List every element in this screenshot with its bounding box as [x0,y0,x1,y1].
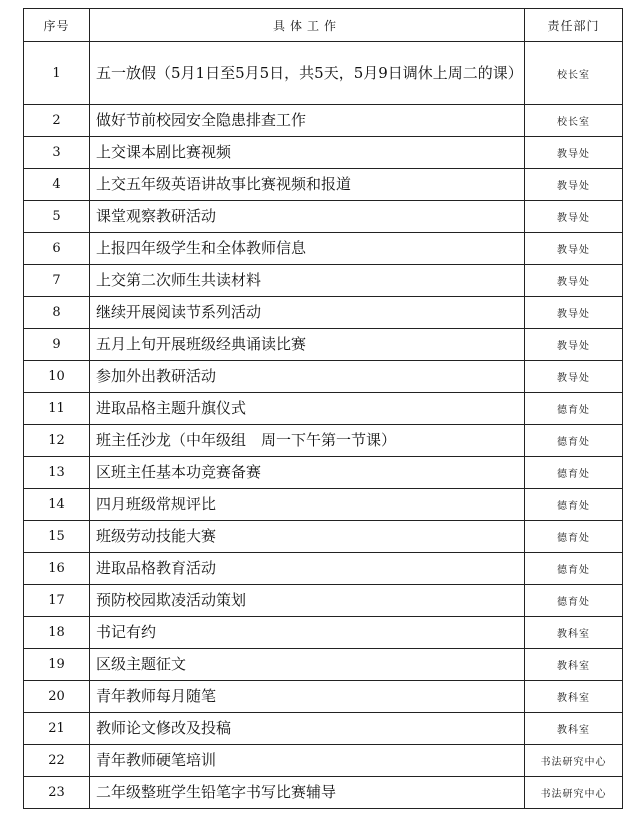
table-body [24,42,623,809]
row-task: 五一放假（5月1日至5月5日，共5天，5月9日调休上周二的课） [90,42,525,105]
table-row [24,777,623,809]
row-number: 5 [24,201,90,233]
row-number: 23 [24,777,90,809]
row-number: 4 [24,169,90,201]
row-department: 德育处 [525,553,623,585]
table-row [24,489,623,521]
row-task: 参加外出教研活动 [90,361,525,393]
row-task: 做好节前校园安全隐患排查工作 [90,105,525,137]
table-row [24,297,623,329]
table-row [24,617,623,649]
row-number: 21 [24,713,90,745]
table-row [24,169,623,201]
row-department: 教导处 [525,137,623,169]
row-task: 教师论文修改及投稿 [90,713,525,745]
row-department: 书法研究中心 [525,745,623,777]
row-task: 继续开展阅读节系列活动 [90,297,525,329]
row-department: 教导处 [525,233,623,265]
header-row [24,9,623,42]
row-department: 德育处 [525,585,623,617]
table-row [24,649,623,681]
header-number: 序号 [24,9,90,42]
header-department: 责任部门 [525,9,623,42]
row-number: 7 [24,265,90,297]
row-department: 校长室 [525,42,623,105]
row-number: 3 [24,137,90,169]
row-number: 19 [24,649,90,681]
row-task: 上交第二次师生共读材料 [90,265,525,297]
table-row [24,393,623,425]
row-department: 教导处 [525,361,623,393]
row-department: 教导处 [525,329,623,361]
table-row [24,681,623,713]
table-row [24,457,623,489]
row-department: 教科室 [525,649,623,681]
row-department: 教导处 [525,297,623,329]
row-task: 四月班级常规评比 [90,489,525,521]
table-row [24,521,623,553]
row-number: 1 [24,42,90,105]
table-row [24,137,623,169]
row-number: 16 [24,553,90,585]
row-department: 教科室 [525,713,623,745]
row-number: 17 [24,585,90,617]
table-row [24,42,623,105]
row-department: 德育处 [525,521,623,553]
row-department: 教导处 [525,265,623,297]
row-department: 教导处 [525,169,623,201]
table-row [24,745,623,777]
row-department: 书法研究中心 [525,777,623,809]
row-task: 上交课本剧比赛视频 [90,137,525,169]
row-task: 上报四年级学生和全体教师信息 [90,233,525,265]
row-department: 教导处 [525,201,623,233]
row-department: 教科室 [525,681,623,713]
row-task: 上交五年级英语讲故事比赛视频和报道 [90,169,525,201]
table-row [24,553,623,585]
row-task: 班级劳动技能大赛 [90,521,525,553]
row-number: 15 [24,521,90,553]
table-row [24,265,623,297]
row-task: 进取品格主题升旗仪式 [90,393,525,425]
row-task: 青年教师每月随笔 [90,681,525,713]
row-department: 德育处 [525,457,623,489]
row-department: 校长室 [525,105,623,137]
row-task: 书记有约 [90,617,525,649]
row-department: 德育处 [525,425,623,457]
table-header [24,9,623,42]
row-number: 6 [24,233,90,265]
table-row [24,585,623,617]
row-number: 22 [24,745,90,777]
table-row [24,361,623,393]
row-task: 课堂观察教研活动 [90,201,525,233]
row-number: 2 [24,105,90,137]
table-row [24,713,623,745]
row-task: 进取品格教育活动 [90,553,525,585]
row-task: 班主任沙龙（中年级组 周一下午第一节课） [90,425,525,457]
row-number: 20 [24,681,90,713]
row-task: 区班主任基本功竞赛备赛 [90,457,525,489]
table-row [24,201,623,233]
row-number: 18 [24,617,90,649]
row-department: 德育处 [525,489,623,521]
row-task: 青年教师硬笔培训 [90,745,525,777]
row-number: 9 [24,329,90,361]
header-task: 具体工作 [90,9,525,42]
table-row [24,425,623,457]
work-schedule-table [23,8,623,809]
table-row [24,105,623,137]
row-number: 8 [24,297,90,329]
row-task: 二年级整班学生铅笔字书写比赛辅导 [90,777,525,809]
row-task: 五月上旬开展班级经典诵读比赛 [90,329,525,361]
table-row [24,329,623,361]
row-number: 13 [24,457,90,489]
row-number: 11 [24,393,90,425]
row-number: 10 [24,361,90,393]
row-number: 14 [24,489,90,521]
row-department: 教科室 [525,617,623,649]
table-row [24,233,623,265]
row-department: 德育处 [525,393,623,425]
row-task: 预防校园欺凌活动策划 [90,585,525,617]
row-number: 12 [24,425,90,457]
row-task: 区级主题征文 [90,649,525,681]
